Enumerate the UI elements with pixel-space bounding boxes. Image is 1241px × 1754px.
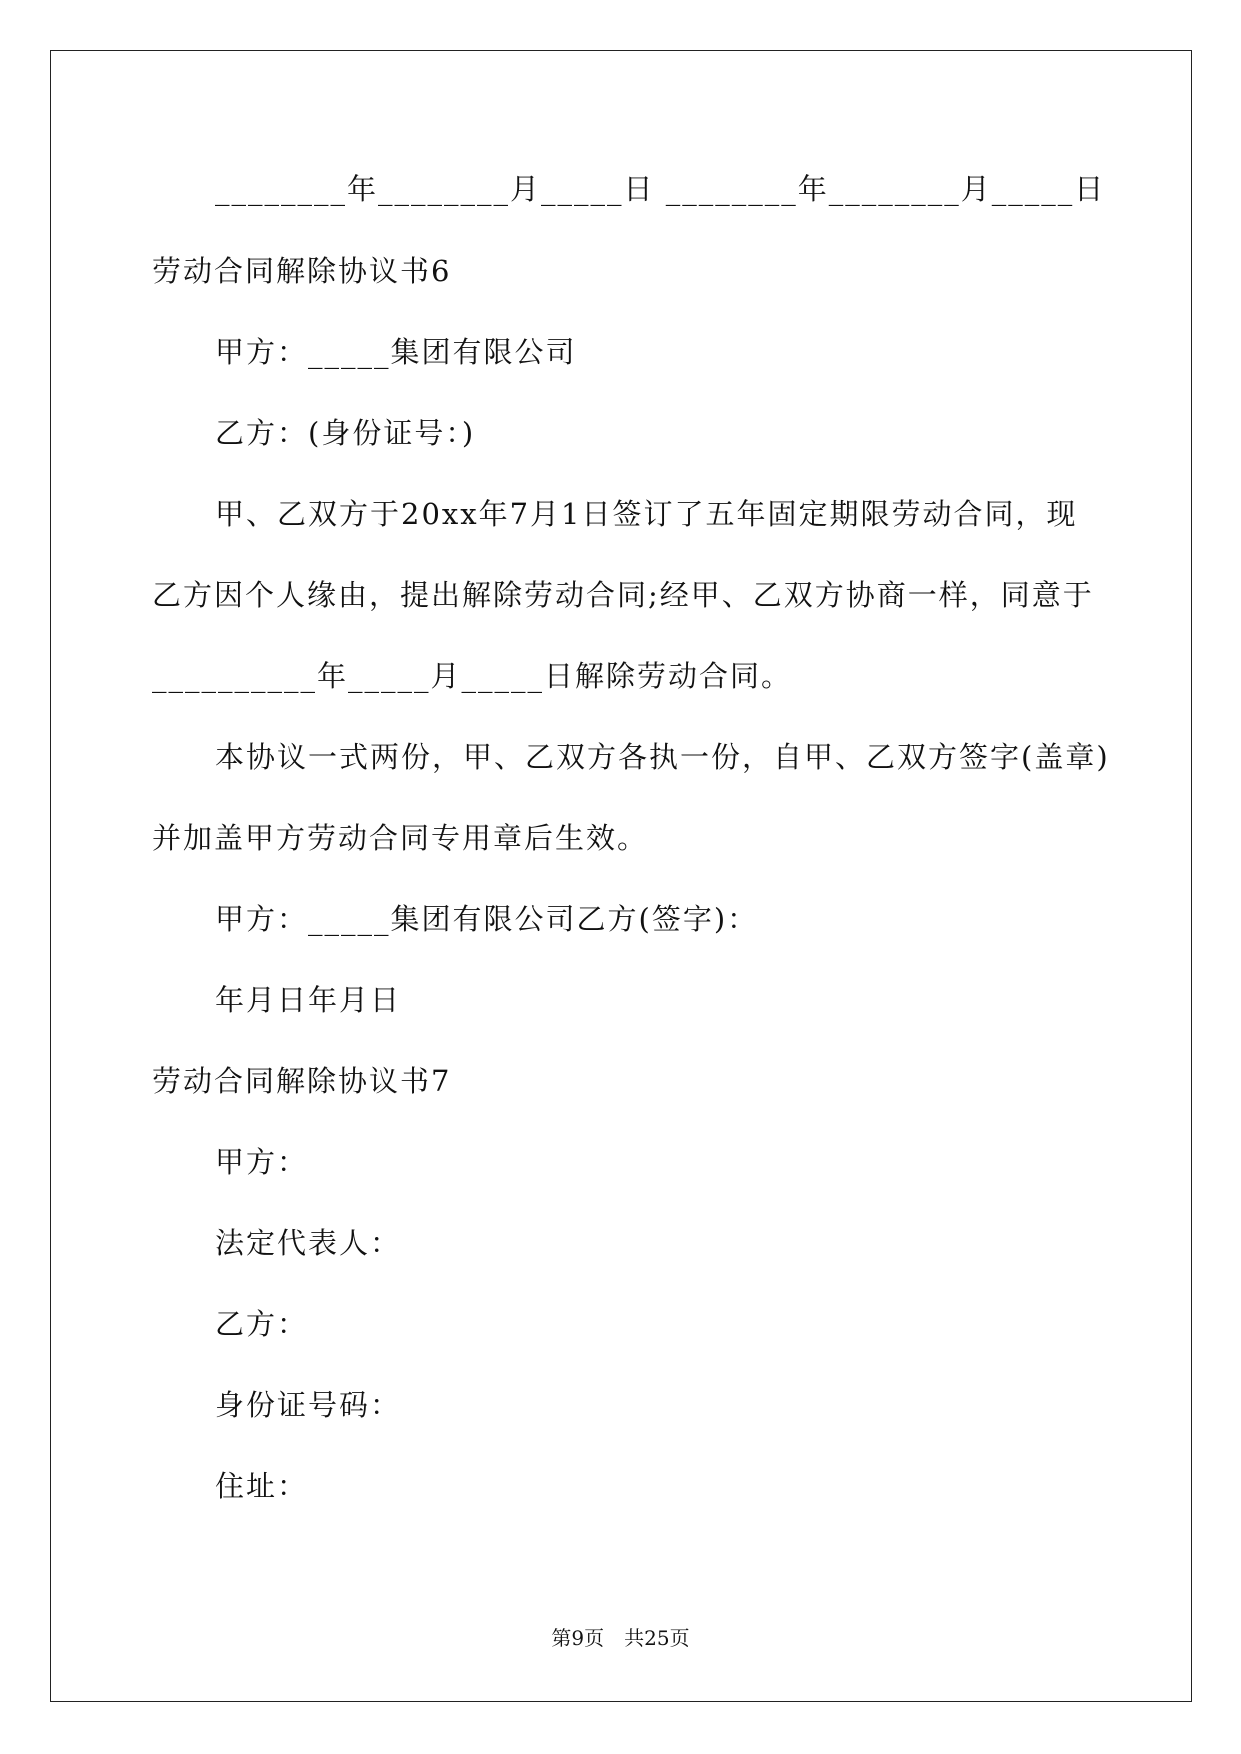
body-paragraph-line: 并加盖甲方劳动合同专用章后生效。 [152, 821, 649, 855]
signature-date-line: ________年________月_____日 ________年________月_____日 [215, 172, 1106, 206]
body-paragraph-line: 乙方因个人缘由，提出解除劳动合同;经甲、乙双方协商一样，同意于 [152, 578, 1094, 612]
legal-representative-field: 法定代表人： [215, 1226, 402, 1260]
page-number: 第9页 共25页 [551, 1626, 690, 1650]
party-a-line: 甲方：_____集团有限公司 [215, 335, 577, 369]
party-b-line: 乙方：(身份证号：) [215, 416, 476, 450]
signature-party-line: 甲方：_____集团有限公司乙方(签字)： [215, 902, 759, 936]
body-paragraph-line: __________年_____月_____日解除劳动合同。 [152, 659, 793, 693]
party-b-field: 乙方： [215, 1307, 309, 1341]
page-border [50, 50, 1192, 1702]
party-a-field: 甲方： [215, 1145, 309, 1179]
section-heading-6: 劳动合同解除协议书6 [152, 254, 452, 288]
address-field: 住址： [215, 1469, 309, 1503]
body-paragraph-line: 甲、乙双方于20xx年7月1日签订了五年固定期限劳动合同，现 [215, 497, 1078, 531]
section-heading-7: 劳动合同解除协议书7 [152, 1064, 452, 1098]
date-line: 年月日年月日 [215, 983, 402, 1017]
id-number-field: 身份证号码： [215, 1388, 402, 1422]
body-paragraph-line: 本协议一式两份，甲、乙双方各执一份，自甲、乙双方签字(盖章) [215, 740, 1110, 774]
